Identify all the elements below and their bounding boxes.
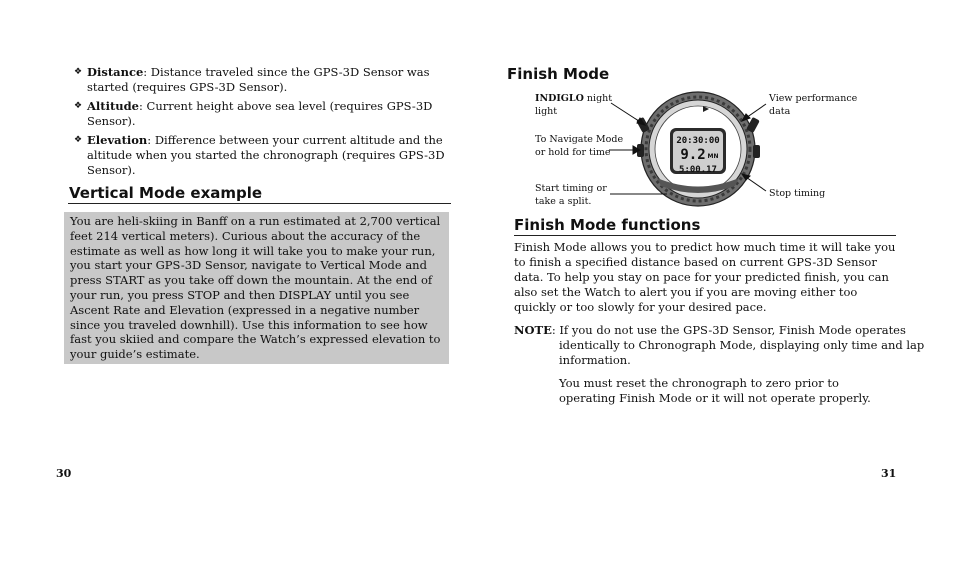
heading-divider [514, 235, 896, 236]
start-timing-label: Start timing or take a split. [535, 183, 607, 207]
bullet-term: Distance [87, 65, 144, 79]
right-page [477, 0, 954, 573]
functions-paragraph: Finish Mode allows you to predict how much time it will take you to finish a specified distance based on current GPS-3D Sensor data. To help you stay on pace for your predicted finish, you can also set the Watch to alert you if you are moving either too quickly or too slowly for your desired pace. [514, 240, 896, 314]
page-number-left: 30 [56, 467, 72, 480]
bullet-text: : Current height above sea level (requires GPS-3D Sensor). [87, 99, 433, 128]
list-item [74, 133, 454, 178]
note-text: : If you do not use the GPS-3D Sensor, Finish Mode operates identically to Chronograph Mode, displaying only time and lap information. [551, 323, 925, 367]
bullet-term: Altitude [87, 99, 140, 113]
diamond-bullet-icon: ❖ [74, 67, 83, 77]
finish-mode-functions-heading: Finish Mode functions [514, 216, 701, 234]
reset-warning-paragraph: You must reset the chronograph to zero prior to operating Finish Mode or it will not operate properly. [559, 376, 871, 405]
watch-illustration-icon [636, 92, 760, 206]
display-time-text: 20:30:00 [676, 136, 720, 146]
example-callout-box [64, 212, 449, 364]
heading-divider [68, 203, 451, 204]
view-performance-label: View performance data [769, 93, 858, 117]
list-item [74, 65, 454, 95]
note-paragraph [514, 323, 941, 368]
diamond-bullet-icon: ❖ [74, 135, 83, 145]
bullet-text: : Distance traveled since the GPS-3D Sensor was started (requires GPS-3D Sensor). [87, 65, 430, 94]
page-number-right: 31 [881, 467, 897, 480]
vertical-mode-example-heading: Vertical Mode example [69, 184, 263, 202]
bullet-text: : Difference between your current altitude and the altitude when you started the chronograph (requires GPS-3D Sensor). [87, 133, 445, 177]
display-unit-text: MN [707, 153, 719, 160]
example-text: You are heli-skiing in Banff on a run estimated at 2,700 vertical feet 214 vertical meters). Curious about the accuracy of the estimate as well as how long it will take you to make your run, you start your GPS-3D Sensor, navigate to Vertical Mode and press START as you take off down the mountain. At the end of your run, you press STOP and then DISPLAY until you see Ascent Rate and Elevation (expressed in a negative number since you traveled downhill). Use this information to see how fast you skiied and compare the Watch’s expressed elevation to your guide’s estimate. [70, 214, 441, 362]
display-split-text: 5:00.17 [679, 165, 717, 175]
display-distance-text: 9.2 [680, 147, 706, 163]
finish-mode-title: Finish Mode [507, 65, 610, 83]
stop-timing-label: Stop timing [769, 188, 826, 199]
diamond-bullet-icon: ❖ [74, 101, 83, 111]
list-item [74, 99, 454, 129]
note-label: NOTE [514, 323, 552, 337]
mode-data-bullet-list [74, 65, 454, 182]
bullet-term: Elevation [87, 133, 148, 147]
navigate-mode-label: To Navigate Mode or hold for time [535, 134, 624, 158]
indiglo-light-label: INDIGLO night light [535, 93, 613, 117]
